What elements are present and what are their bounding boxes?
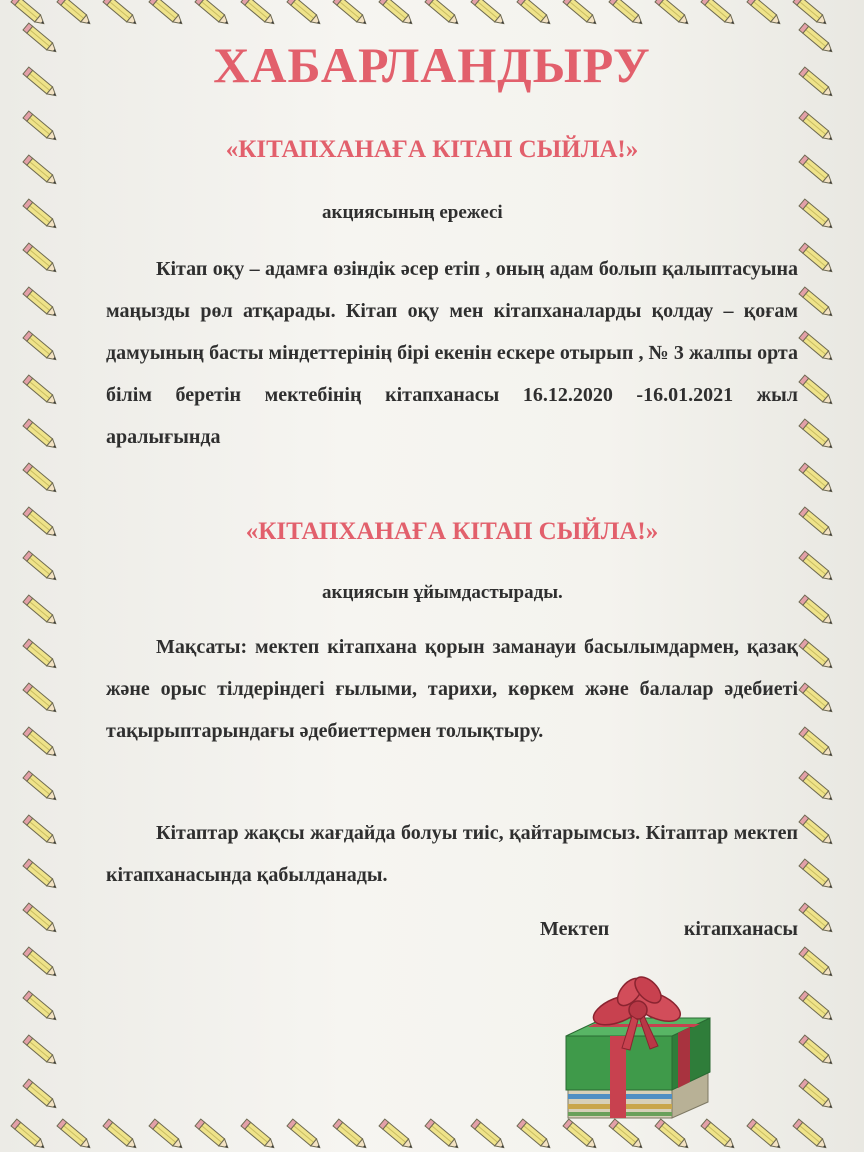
signature-word-2: кітапханасы [683, 918, 798, 940]
goal-paragraph: Мақсаты: мектеп кітапхана қорын заманауи басылымдармен, қазақ және орыс тілдеріндегі ғылыми, тарихи, көркем және балалар әдебиеті тақырыптарындағы әдебиеттермен толықтыру. [106, 636, 798, 742]
page-title: ХАБАРЛАНДЫРУ [213, 37, 651, 93]
signature [540, 918, 798, 941]
intro-paragraph: Кітап оқу – адамға өзіндік әсер етіп , оның адам болып қалыптасуына маңызды рөл атқарады. Кітап оқу мен кітапханаларды қолдау – қоғам дамуының басты міндеттерінің бірі екенін ескере отырып , № 3 жалпы орта білім беретін мектебінің кітапханасы 16.12.2020 -16.01.2021 жыл аралығында [106, 258, 798, 448]
gift-books-icon [560, 970, 720, 1130]
slogan-heading: «КІТАПХАНАҒА КІТАП СЫЙЛА!» [225, 136, 639, 163]
slogan-repeat-heading: «КІТАПХАНАҒА КІТАП СЫЙЛА!» [245, 518, 659, 545]
rules-caption: акциясының ережесі [322, 202, 503, 223]
organize-caption: акциясын ұйымдастырады. [322, 582, 563, 603]
signature-word-1: Мектеп [540, 918, 610, 940]
condition-paragraph: Кітаптар жақсы жағдайда болуы тиіс, қайтарымсыз. Кітаптар мектеп кітапханасында қабылданады. [106, 822, 798, 886]
